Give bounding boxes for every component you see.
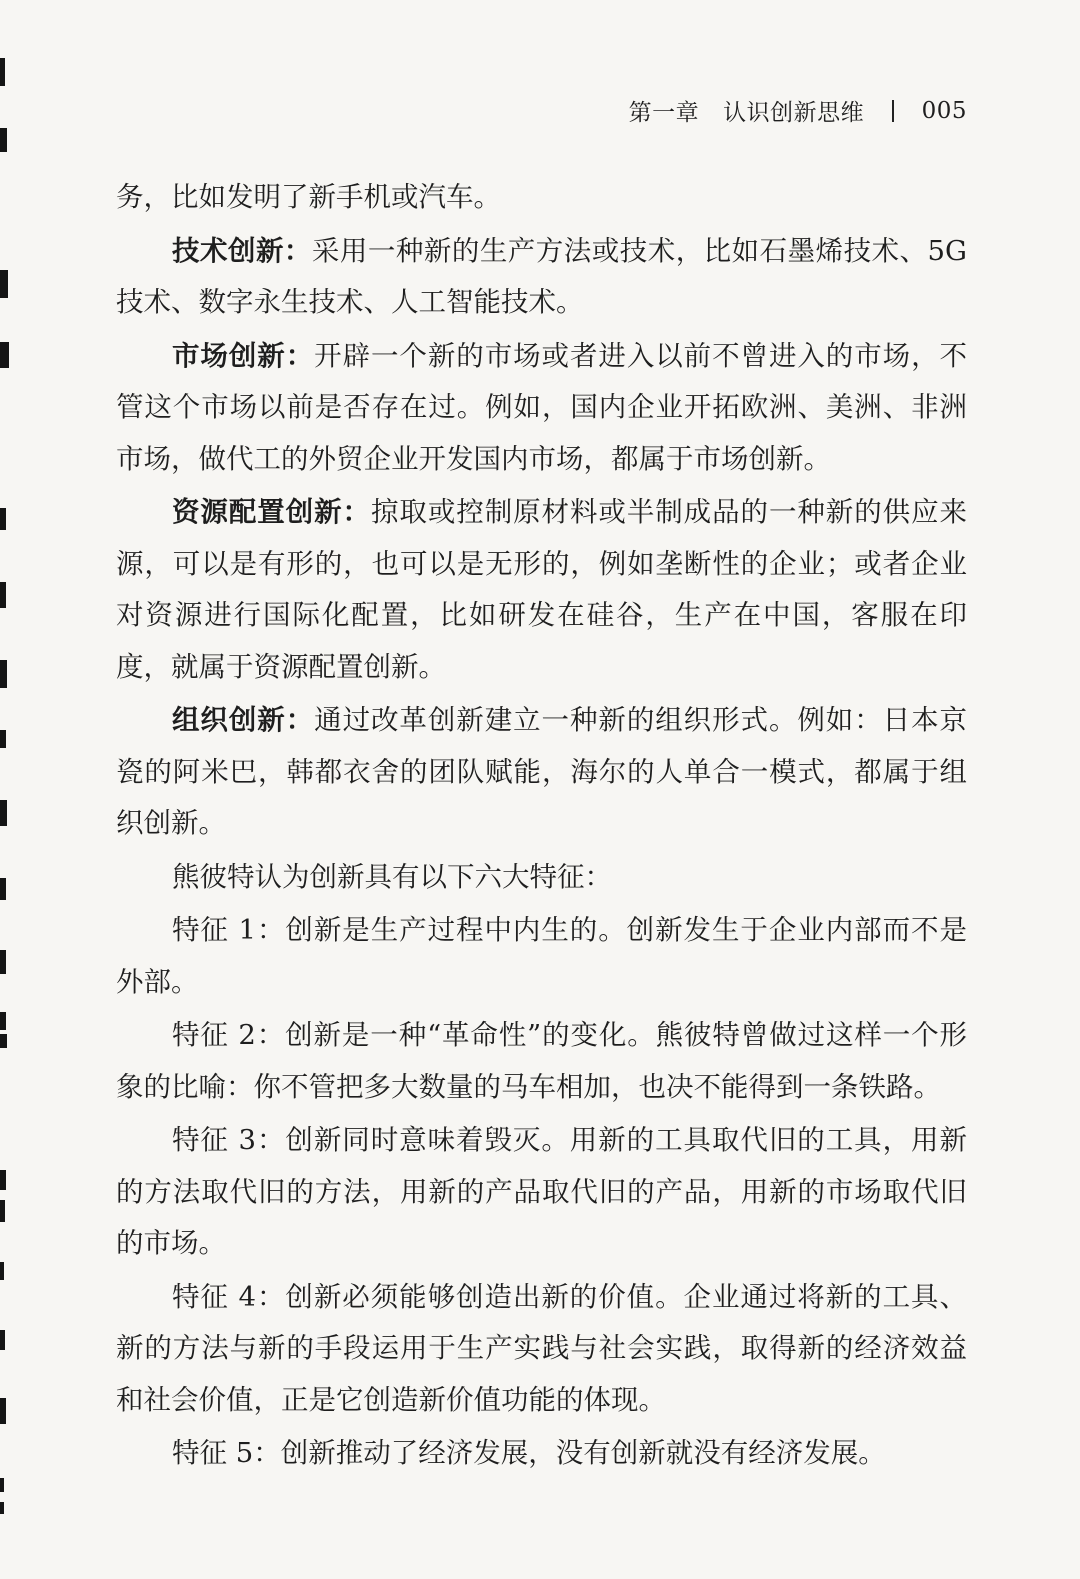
paragraph-text: 特征 1：创新是生产过程中内生的。创新发生于企业内部而不是外部。 xyxy=(116,914,967,998)
paragraph-term: 技术创新： xyxy=(172,234,312,267)
paragraph xyxy=(116,172,967,224)
paragraph-market-innovation xyxy=(116,331,967,486)
paragraph-text: 特征 4：创新必须能够创造出新的价值。企业通过将新的工具、新的方法与新的手段运用于生产实践与社会实践，取得新的经济效益和社会价值，正是它创造新价值功能的体现。 xyxy=(116,1280,967,1416)
paragraph-feature-2 xyxy=(116,1010,967,1113)
paragraph-feature-4 xyxy=(116,1272,967,1427)
paragraph-resource-innovation xyxy=(116,487,967,693)
paragraph-term: 资源配置创新： xyxy=(172,496,371,528)
paragraph-text: 特征 3：创新同时意味着毁灭。用新的工具取代旧的工具，用新的方法取代旧的方法，用新的产品取代旧的产品，用新的市场取代旧的市场。 xyxy=(116,1124,967,1259)
paragraph-text: 特征 5：创新推动了经济发展，没有创新就没有经济发展。 xyxy=(172,1437,886,1469)
paragraph-feature-5 xyxy=(116,1428,967,1480)
chapter-number: 第一章 xyxy=(628,100,700,126)
paragraph-text: 开辟一个新的市场或者进入以前不曾进入的市场，不管这个市场以前是否存在过。例如，国内企业开拓欧洲、美洲、非洲市场，做代工的外贸企业开发国内市场，都属于市场创新。 xyxy=(116,339,968,475)
paragraph-text: 通过改革创新建立一种新的组织形式。例如：日本京瓷的阿米巴，韩都衣舍的团队赋能，海尔的人单合一模式，都属于组织创新。 xyxy=(116,704,968,839)
paragraph-features-intro xyxy=(116,852,967,904)
paragraph-term: 市场创新： xyxy=(172,339,315,372)
paragraph-term: 组织创新： xyxy=(172,704,315,736)
paragraph-text: 掠取或控制原材料或半制成品的一种新的供应来源，可以是有形的，也可以是无形的，例如垄断性的企业；或者企业对资源进行国际化配置，比如研发在硅谷，生产在中国，客服在印度，就属于资源配置创新。 xyxy=(116,496,968,683)
binding-edge-marks xyxy=(0,0,16,1579)
chapter-title: 认识创新思维 xyxy=(723,100,865,126)
page-number: 005 xyxy=(921,97,967,124)
paragraph-text: 熊彼特认为创新具有以下六大特征： xyxy=(172,860,612,893)
running-header xyxy=(629,94,967,127)
paragraph-text: 特征 2：创新是一种“革命性”的变化。熊彼特曾做过这样一个形象的比喻：你不管把多大数量的马车相加，也决不能得到一条铁路。 xyxy=(116,1019,967,1103)
paragraph-feature-1 xyxy=(116,905,967,1008)
header-divider xyxy=(892,100,894,122)
paragraph-text: 务，比如发明了新手机或汽车。 xyxy=(116,181,501,213)
paragraph-feature-3 xyxy=(116,1115,967,1270)
paragraph-technology-innovation xyxy=(116,226,967,329)
page-body xyxy=(116,172,967,1482)
paragraph-organization-innovation xyxy=(116,695,967,850)
paragraph-text: 采用一种新的生产方法或技术，比如石墨烯技术、5G技术、数字永生技术、人工智能技术。 xyxy=(116,234,968,318)
